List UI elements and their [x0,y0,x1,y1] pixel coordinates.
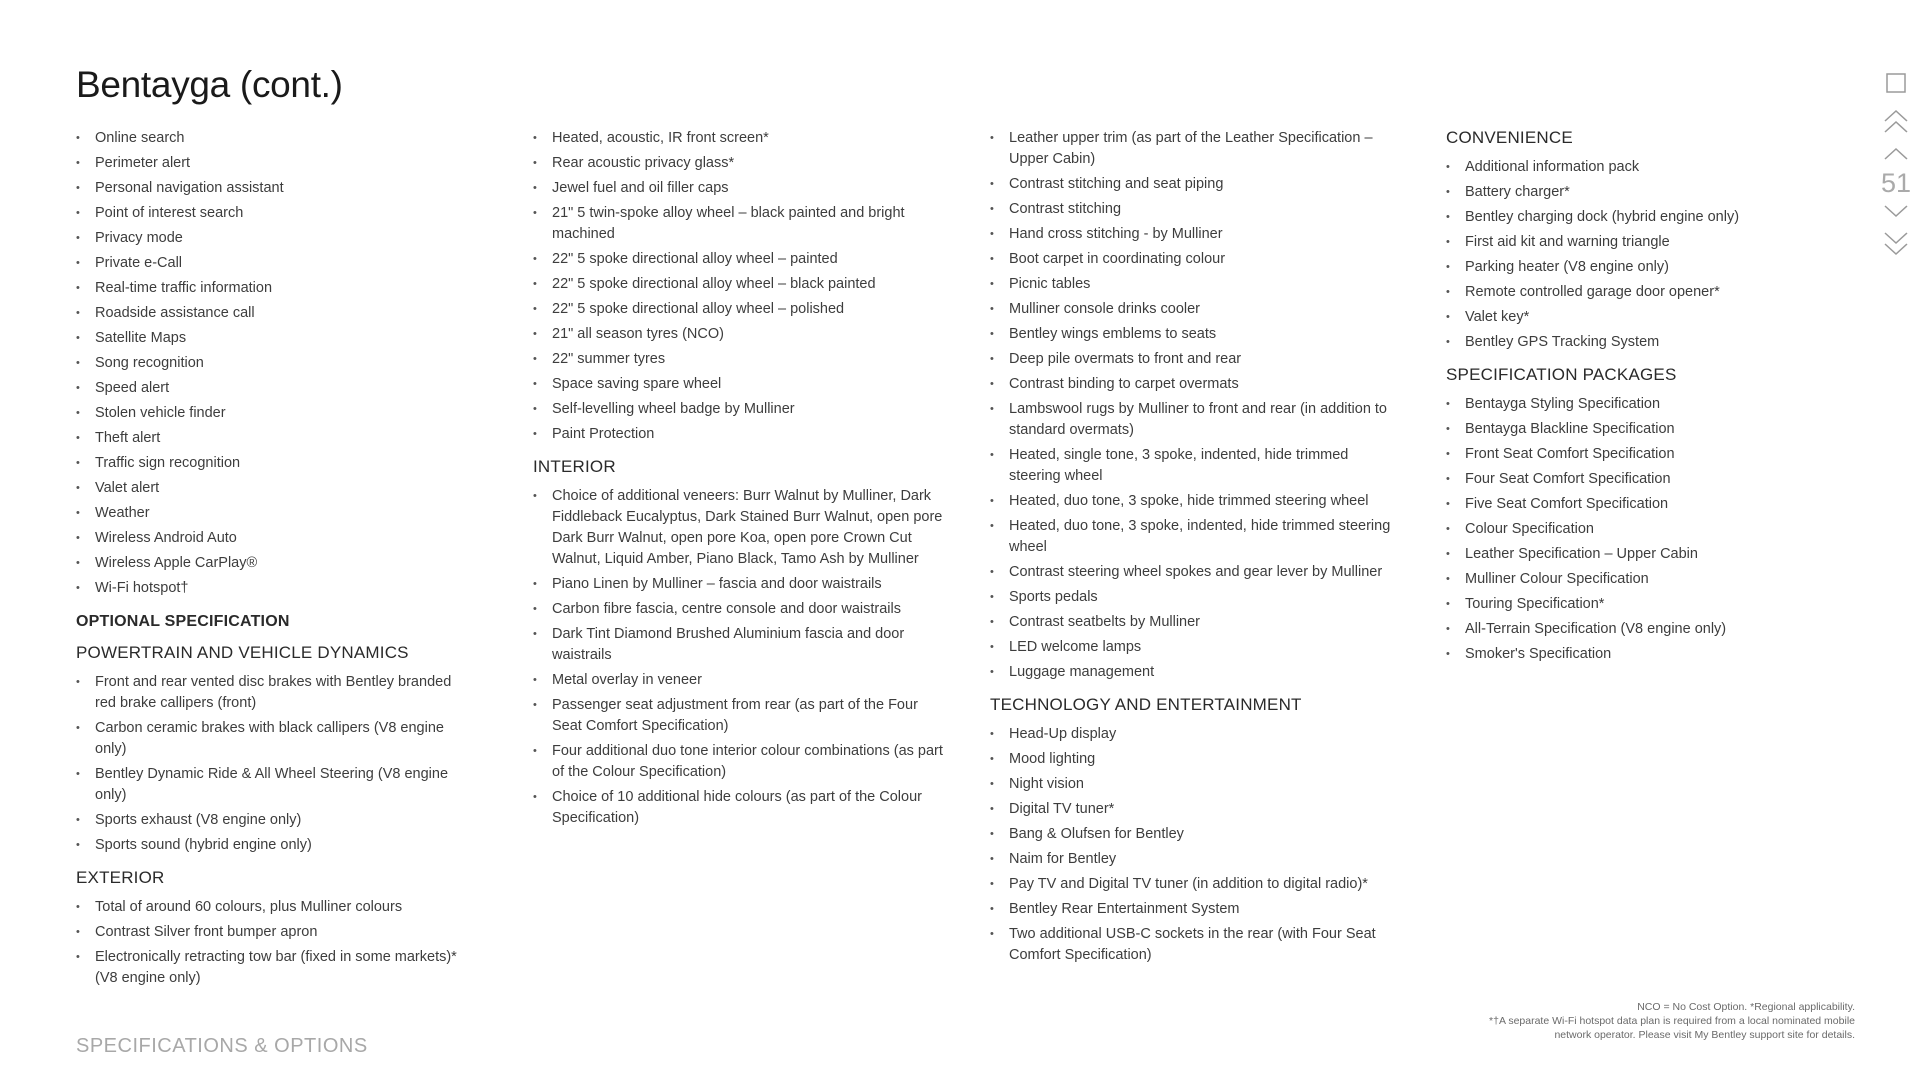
list-item: • Paint Protection [533,424,943,445]
list-item: • Wireless Android Auto [76,528,476,549]
list-item: • Additional information pack [1446,157,1776,178]
first-page-icon[interactable] [1883,108,1909,136]
list-item: • Traffic sign recognition [76,453,476,474]
list-item: • Total of around 60 colours, plus Mulliner colours [76,897,476,918]
list-item: • Mood lighting [990,749,1400,770]
section-footer-title: SPECIFICATIONS & OPTIONS [76,1035,368,1057]
list-item: • Song recognition [76,353,476,374]
list-item: • Contrast stitching and seat piping [990,174,1400,195]
list-item: • 22" 5 spoke directional alloy wheel – painted [533,249,943,270]
list-item: • 21" 5 twin-spoke alloy wheel – black painted and bright machined [533,203,943,245]
list-item: • Bentayga Styling Specification [1446,394,1776,415]
list-item: • Bang & Olufsen for Bentley [990,824,1400,845]
list-item: • Two additional USB-C sockets in the rear (with Four Seat Comfort Specification) [990,924,1400,966]
list-item: • 22" summer tyres [533,349,943,370]
list-item: • Heated, acoustic, IR front screen* [533,128,943,149]
list-item: • Point of interest search [76,203,476,224]
list-item: • LED welcome lamps [990,637,1400,658]
previous-page-icon[interactable] [1883,146,1909,162]
list-item: • 21" all season tyres (NCO) [533,324,943,345]
tech-heading: TECHNOLOGY AND ENTERTAINMENT [990,695,1302,714]
list-item: • Four additional duo tone interior colour combinations (as part of the Colour Specification) [533,741,943,783]
exterior-heading: EXTERIOR [76,868,165,887]
list-item: • Valet key* [1446,307,1776,328]
convenience-list [1446,157,1776,353]
list-item: • Metal overlay in veneer [533,670,943,691]
list-item: • Contrast binding to carpet overmats [990,374,1400,395]
tech-list [990,724,1400,966]
packages-list [1446,394,1776,665]
page-number: 51 [1880,168,1912,198]
list-item: • Wireless Apple CarPlay® [76,553,476,574]
list-item: • Hand cross stitching - by Mulliner [990,224,1400,245]
list-item: • Valet alert [76,478,476,499]
list-item: • Carbon ceramic brakes with black callipers (V8 engine only) [76,718,476,760]
list-item: • Front and rear vented disc brakes with Bentley branded red brake callipers (front) [76,672,476,714]
list-item: • First aid kit and warning triangle [1446,232,1776,253]
next-page-icon[interactable] [1883,203,1909,219]
last-page-icon[interactable] [1883,229,1909,257]
list-item: • Bentley wings emblems to seats [990,324,1400,345]
list-item: • Contrast steering wheel spokes and gear lever by Mulliner [990,562,1400,583]
list-item: • Front Seat Comfort Specification [1446,444,1776,465]
interior-list-cont [990,128,1400,683]
list-item: • Night vision [990,774,1400,795]
list-item: • Boot carpet in coordinating colour [990,249,1400,270]
list-item: • Picnic tables [990,274,1400,295]
list-item: • Private e-Call [76,253,476,274]
list-item: • Sports pedals [990,587,1400,608]
list-item: • Mulliner Colour Specification [1446,569,1776,590]
list-item: • Heated, duo tone, 3 spoke, indented, hide trimmed steering wheel [990,516,1400,558]
list-item: • Carbon fibre fascia, centre console and door waistrails [533,599,943,620]
list-item: • Perimeter alert [76,153,476,174]
contents-square-icon[interactable] [1885,72,1907,94]
list-item: • Four Seat Comfort Specification [1446,469,1776,490]
column-4 [1446,128,1776,669]
list-item: • Leather upper trim (as part of the Leather Specification – Upper Cabin) [990,128,1400,170]
list-item: • Leather Specification – Upper Cabin [1446,544,1776,565]
list-item: • Choice of 10 additional hide colours (as part of the Colour Specification) [533,787,943,829]
list-item: • Personal navigation assistant [76,178,476,199]
exterior-list-cont [533,128,943,445]
page-navigation [1876,72,1916,257]
list-item: • Self-levelling wheel badge by Mulliner [533,399,943,420]
interior-heading: INTERIOR [533,457,616,476]
list-item: • Electronically retracting tow bar (fixed in some markets)* (V8 engine only) [76,947,476,989]
exterior-list [76,897,476,989]
list-item: • Wi-Fi hotspot† [76,578,476,599]
list-item: • Sports sound (hybrid engine only) [76,835,476,856]
powertrain-heading: POWERTRAIN AND VEHICLE DYNAMICS [76,643,409,662]
page-title: Bentayga (cont.) [76,64,343,105]
footnote [1435,1000,1855,1042]
list-item: • Remote controlled garage door opener* [1446,282,1776,303]
list-item: • Privacy mode [76,228,476,249]
column-1 [76,128,476,993]
list-item: • Luggage management [990,662,1400,683]
list-item: • Real-time traffic information [76,278,476,299]
list-item: • Bentayga Blackline Specification [1446,419,1776,440]
footnote-line: NCO = No Cost Option. *Regional applicability. [1637,1001,1855,1013]
convenience-heading: CONVENIENCE [1446,128,1573,147]
list-item: • Contrast stitching [990,199,1400,220]
powertrain-list [76,672,476,856]
list-item: • Bentley GPS Tracking System [1446,332,1776,353]
list-item: • Bentley Dynamic Ride & All Wheel Steering (V8 engine only) [76,764,476,806]
list-item: • Deep pile overmats to front and rear [990,349,1400,370]
list-item: • Digital TV tuner* [990,799,1400,820]
list-item: • Heated, duo tone, 3 spoke, hide trimmed steering wheel [990,491,1400,512]
list-item: • Space saving spare wheel [533,374,943,395]
connectivity-list [76,128,476,599]
list-item: • Contrast Silver front bumper apron [76,922,476,943]
list-item: • Rear acoustic privacy glass* [533,153,943,174]
list-item: • Heated, single tone, 3 spoke, indented, hide trimmed steering wheel [990,445,1400,487]
list-item: • Online search [76,128,476,149]
list-item: • Passenger seat adjustment from rear (as part of the Four Seat Comfort Specification) [533,695,943,737]
optional-spec-heading: OPTIONAL SPECIFICATION [76,613,290,630]
list-item: • Bentley Rear Entertainment System [990,899,1400,920]
list-item: • Head-Up display [990,724,1400,745]
list-item: • Satellite Maps [76,328,476,349]
list-item: • Colour Specification [1446,519,1776,540]
list-item: • Smoker's Specification [1446,644,1776,665]
list-item: • Lambswool rugs by Mulliner to front and rear (in addition to standard overmats) [990,399,1400,441]
list-item: • Dark Tint Diamond Brushed Aluminium fascia and door waistrails [533,624,943,666]
list-item: • Speed alert [76,378,476,399]
list-item: • Battery charger* [1446,182,1776,203]
interior-list [533,486,943,829]
list-item: • All-Terrain Specification (V8 engine only) [1446,619,1776,640]
list-item: • Parking heater (V8 engine only) [1446,257,1776,278]
list-item: • Touring Specification* [1446,594,1776,615]
list-item: • Weather [76,503,476,524]
list-item: • 22" 5 spoke directional alloy wheel – polished [533,299,943,320]
footnote-line: *†A separate Wi-Fi hotspot data plan is required from a local nominated mobile [1489,1015,1855,1027]
list-item: • Naim for Bentley [990,849,1400,870]
list-item: • Pay TV and Digital TV tuner (in addition to digital radio)* [990,874,1400,895]
column-3 [990,128,1400,970]
list-item: • Piano Linen by Mulliner – fascia and door waistrails [533,574,943,595]
list-item: • Contrast seatbelts by Mulliner [990,612,1400,633]
list-item: • Mulliner console drinks cooler [990,299,1400,320]
list-item: • Roadside assistance call [76,303,476,324]
list-item: • Stolen vehicle finder [76,403,476,424]
list-item: • 22" 5 spoke directional alloy wheel – black painted [533,274,943,295]
list-item: • Choice of additional veneers: Burr Walnut by Mulliner, Dark Fiddleback Eucalyptus, Dark Stained Burr Walnut, open pore Dark Burr Walnut, open pore Koa, open pore Crown Cut Walnut, Liquid Amber, Piano Black, Tamo Ash by Mulliner [533,486,943,570]
footnote-line: network operator. Please visit My Bentley support site for details. [1554,1029,1855,1041]
list-item: • Theft alert [76,428,476,449]
column-2 [533,128,943,833]
list-item: • Five Seat Comfort Specification [1446,494,1776,515]
list-item: • Jewel fuel and oil filler caps [533,178,943,199]
list-item: • Bentley charging dock (hybrid engine only) [1446,207,1776,228]
list-item: • Sports exhaust (V8 engine only) [76,810,476,831]
packages-heading: SPECIFICATION PACKAGES [1446,365,1677,384]
